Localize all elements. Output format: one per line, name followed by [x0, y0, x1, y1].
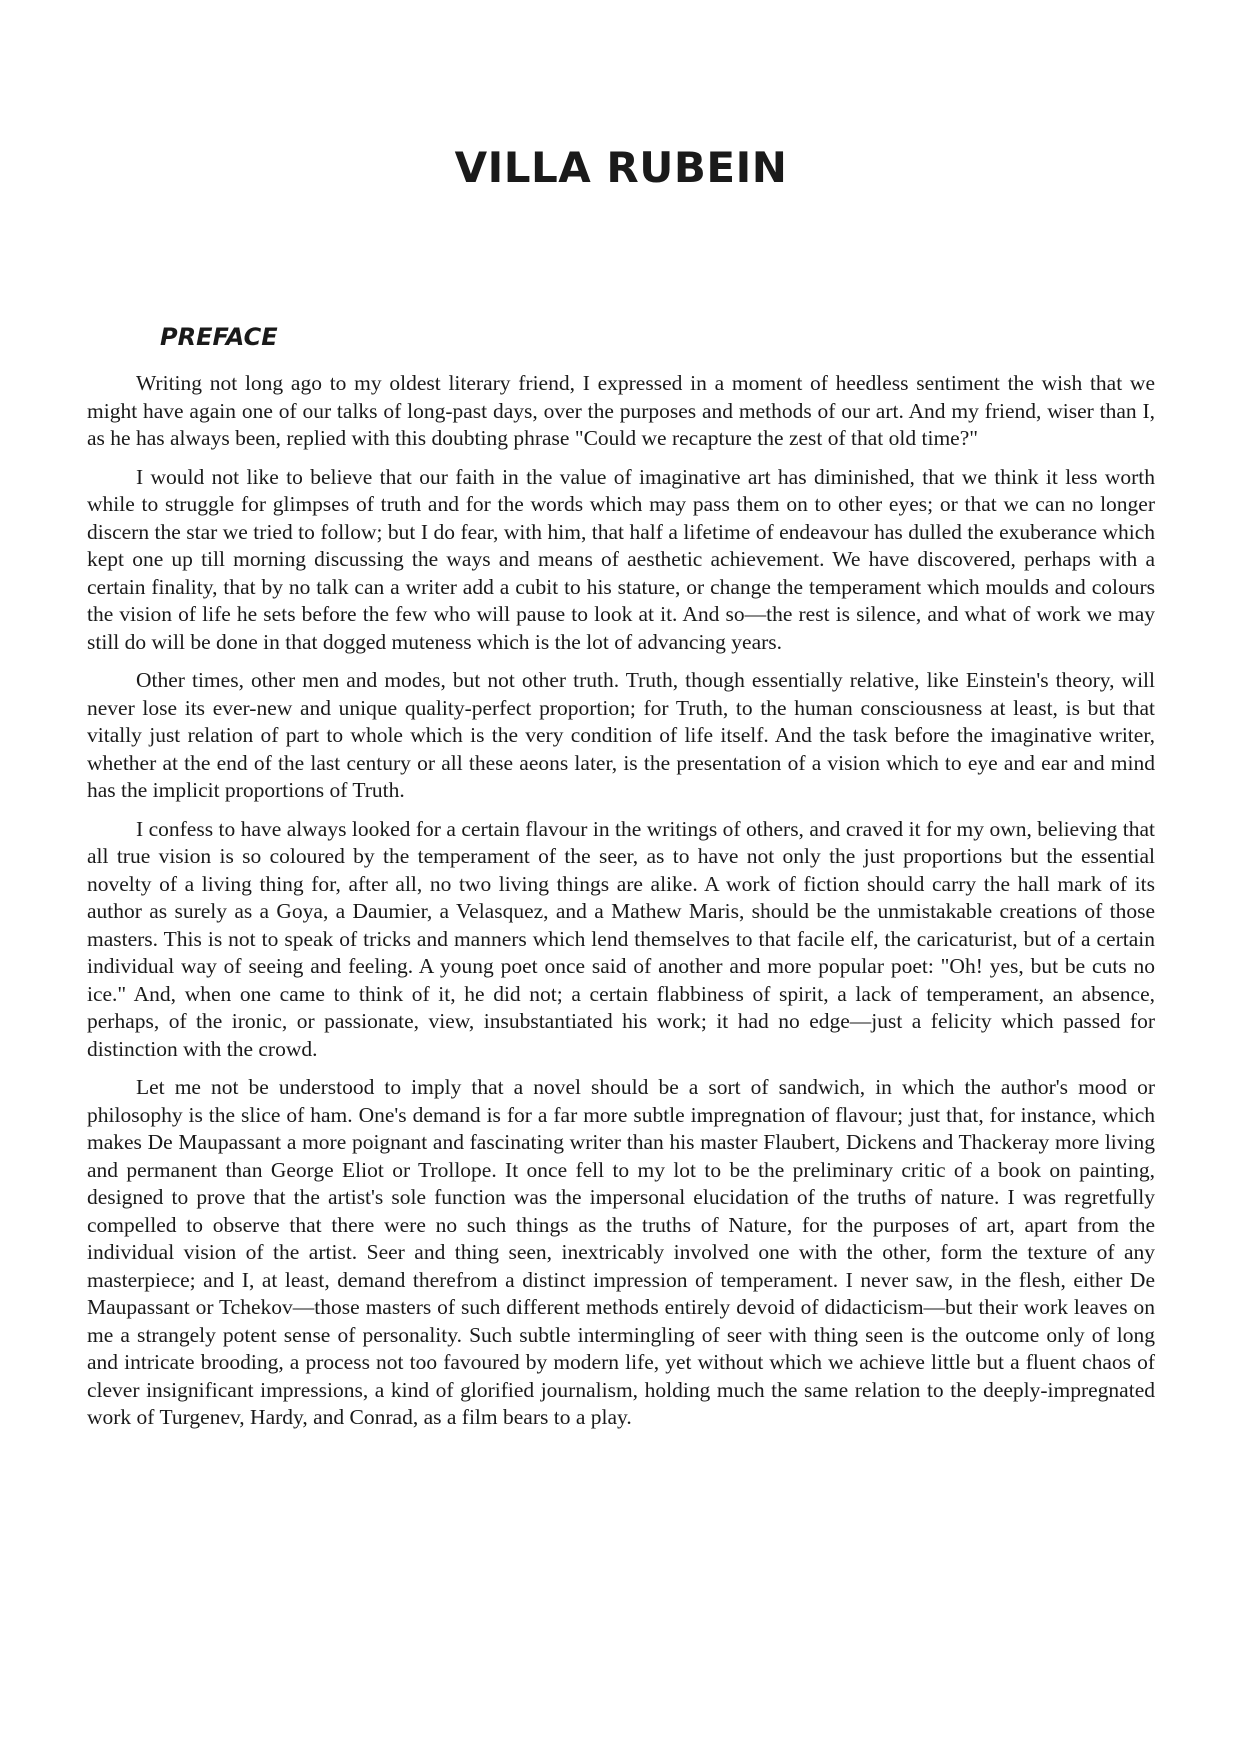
preface-body: [87, 370, 1155, 1443]
paragraph: Let me not be understood to imply that a novel should be a sort of sandwich, in which the author's mood or philosophy is the slice of ham. One's demand is for a far more subtle impregnation of flavour; just that, for instance, which makes De Maupassant a more poignant and fascinating writer than his master Flaubert, Dickens and Thackeray more living and permanent than George Eliot or Trollope. It once fell to my lot to be the preliminary critic of a book on painting, designed to prove that the artist's sole function was the impersonal elucidation of the truths of nature. I was regretfully compelled to observe that there were no such things as the truths of Nature, for the purposes of art, apart from the individual vision of the artist. Seer and thing seen, inextricably involved one with the other, form the texture of any masterpiece; and I, at least, demand therefrom a distinct impression of temperament. I never saw, in the flesh, either De Maupassant or Tchekov—those masters of such different methods entirely devoid of didacticism—but their work leaves on me a strangely potent sense of personality. Such subtle intermingling of seer with thing seen is the outcome only of long and intricate brooding, a process not too favoured by modern life, yet without which we achieve little but a fluent chaos of clever insignificant impressions, a kind of glorified journalism, holding much the same relation to the deeply-impregnated work of Turgenev, Hardy, and Conrad, as a film bears to a play.: [87, 1075, 1155, 1429]
paragraph: Writing not long ago to my oldest literary friend, I expressed in a moment of heedless sentiment the wish that we might have again one of our talks of long-past days, over the purposes and methods of our art. And my friend, wiser than I, as he has always been, replied with this doubting phrase "Could we recapture the zest of that old time?": [87, 371, 1155, 450]
paragraph: I would not like to believe that our faith in the value of imaginative art has diminished, that we think it less worth while to struggle for glimpses of truth and for the words which may pass them on to other eyes; or that we can no longer discern the star we tried to follow; but I do fear, with him, that half a lifetime of endeavour has dulled the exuberance which kept one up till morning discussing the ways and means of aesthetic achievement. We have discovered, perhaps with a certain finality, that by no talk can a writer add a cubit to his stature, or change the temperament which moulds and colours the vision of life he sets before the few who will pause to look at it. And so—the rest is silence, and what of work we may still do will be done in that dogged muteness which is the lot of advancing years.: [87, 464, 1155, 654]
paragraph: Other times, other men and modes, but not other truth. Truth, though essentially relative, like Einstein's theory, will never lose its ever-new and unique quality-perfect proportion; for Truth, to the human consciousness at least, is but that vitally just relation of part to whole which is the very condition of life itself. And the task before the imaginative writer, whether at the end of the last century or all these aeons later, is the presentation of a vision which to eye and ear and mind has the implicit proportions of Truth.: [87, 668, 1155, 802]
preface-heading: PREFACE: [160, 323, 278, 351]
paragraph: I confess to have always looked for a certain flavour in the writings of others, and craved it for my own, believing that all true vision is so coloured by the temperament of the seer, as to have not only the just proportions but the essential novelty of a living thing for, after all, no two living things are alike. A work of fiction should carry the hall mark of its author as surely as a Goya, a Daumier, a Velasquez, and a Mathew Maris, should be the unmistakable creations of those masters. This is not to speak of tricks and manners which lend themselves to that facile elf, the caricaturist, but of a certain individual way of seeing and feeling. A young poet once said of another and more popular poet: "Oh! yes, but be cuts no ice." And, when one came to think of it, he did not; a certain flabbiness of spirit, a lack of temperament, an absence, perhaps, of the ironic, or passionate, view, insubstantiated his work; it had no edge—just a felicity which passed for distinction with the crowd.: [87, 816, 1155, 1061]
book-title: VILLA RUBEIN: [454, 143, 788, 192]
